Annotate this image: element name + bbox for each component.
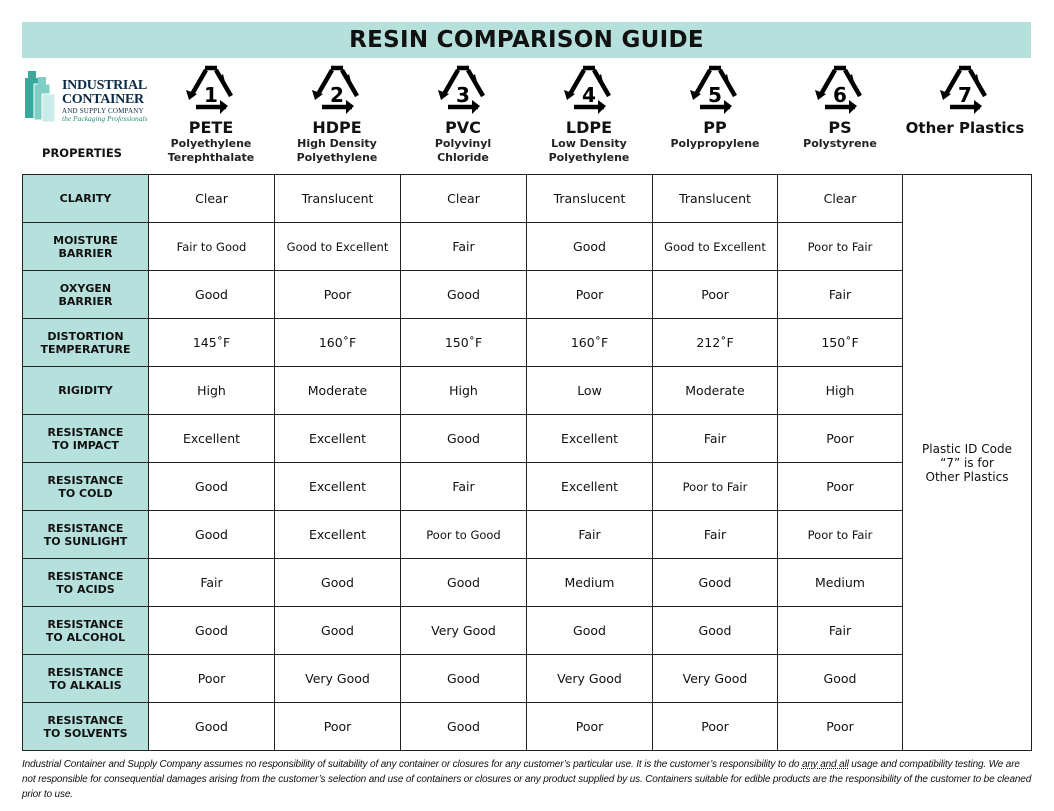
resin-name-line2: Polyethylene — [548, 151, 630, 164]
table-row — [23, 415, 1032, 463]
table-cell: Excellent — [275, 511, 401, 559]
property-label-line: DISTORTION — [47, 329, 124, 343]
table-cell: Good to Excellent — [275, 223, 401, 271]
resin-code: 2 — [330, 83, 344, 107]
table-row — [23, 223, 1032, 271]
table-cell: Moderate — [275, 367, 401, 415]
property-label-line: TO SUNLIGHT — [43, 534, 128, 548]
recycle-symbol-icon — [811, 62, 869, 118]
table-row — [23, 463, 1032, 511]
disclaimer — [22, 757, 1032, 802]
resin-name-line1: Polystyrene — [803, 137, 877, 150]
table-cell: Excellent — [275, 415, 401, 463]
resin-abbr: PP — [703, 118, 727, 137]
table-cell: Excellent — [149, 415, 275, 463]
table-cell: Translucent — [275, 175, 401, 223]
table-cell: 212˚F — [653, 319, 778, 367]
recycle-symbol-icon — [182, 62, 240, 118]
property-label-line: TO COLD — [58, 486, 113, 500]
table-cell: Good — [401, 271, 527, 319]
table-cell: Fair — [527, 511, 653, 559]
disclaimer-text-2: usage and compatibility testing. We are not responsible for consequential damages arising from the customer’s selection and use of containers or closures or any product supplied by us. Containers suitable for edible products are the responsibility of the customer to be cleaned prior to use. — [22, 759, 1032, 800]
property-label-line: RESISTANCE — [47, 425, 124, 439]
property-label-line: RESISTANCE — [47, 665, 124, 679]
resin-name-line2: Chloride — [437, 151, 489, 164]
resin-header-2 — [274, 62, 400, 165]
property-label-line: MOISTURE — [53, 233, 118, 247]
table-cell: High — [778, 367, 903, 415]
resin-name-line1: Polyethylene — [170, 137, 252, 150]
table-cell: Low — [527, 367, 653, 415]
resin-name-line2: Terephthalate — [167, 151, 255, 164]
table-cell: Poor — [778, 463, 903, 511]
property-label — [23, 703, 149, 751]
table-cell: 160˚F — [527, 319, 653, 367]
table-cell: Fair — [401, 223, 527, 271]
page-title: RESIN COMPARISON GUIDE — [349, 27, 704, 53]
table-cell: Clear — [149, 175, 275, 223]
resin-name-line1: Low Density — [551, 137, 627, 150]
resin-abbr: PETE — [188, 118, 234, 137]
table-cell: Fair — [401, 463, 527, 511]
property-label-line: RESISTANCE — [47, 521, 124, 535]
logo-line-3: AND SUPPLY COMPANY — [62, 107, 144, 115]
property-label-line: TO ALCOHOL — [45, 630, 126, 644]
property-label-line: TO IMPACT — [52, 438, 119, 452]
table-row — [23, 607, 1032, 655]
property-label-line: TO SOLVENTS — [43, 726, 128, 740]
table-cell: Excellent — [527, 463, 653, 511]
table-cell: Fair to Good — [149, 223, 275, 271]
table-cell: Good — [401, 703, 527, 751]
disclaimer-text: Industrial Container and Supply Company assumes no responsibility of suitability of any container or closures for any customer’s particular use. It is the customer’s responsibility to do — [22, 759, 802, 770]
table-row — [23, 271, 1032, 319]
resin-code: 5 — [708, 83, 722, 107]
comparison-table — [22, 174, 1032, 751]
table-cell: Excellent — [527, 415, 653, 463]
table-cell: Poor — [527, 703, 653, 751]
table-cell: Poor — [275, 271, 401, 319]
table-cell: High — [149, 367, 275, 415]
resin-header-5 — [652, 62, 778, 151]
property-label-line: RESISTANCE — [47, 617, 124, 631]
recycle-symbol-icon — [560, 62, 618, 118]
property-label — [23, 223, 149, 271]
resin-name-line1: Polypropylene — [670, 137, 760, 150]
table-cell: Very Good — [653, 655, 778, 703]
table-cell: Good — [527, 223, 653, 271]
table-cell: Poor to Fair — [778, 223, 903, 271]
property-label-line: RESISTANCE — [47, 713, 124, 727]
table-cell: Good — [527, 607, 653, 655]
resin-header-3 — [400, 62, 526, 165]
table-cell: 150˚F — [401, 319, 527, 367]
recycle-symbol-icon — [936, 62, 994, 118]
table-row — [23, 655, 1032, 703]
logo-line-1: INDUSTRIAL — [62, 78, 147, 93]
property-label — [23, 559, 149, 607]
table-cell: Good — [778, 655, 903, 703]
table-row — [23, 703, 1032, 751]
resin-name-line1: High Density — [297, 137, 377, 150]
table-cell: Good — [401, 415, 527, 463]
property-label — [23, 607, 149, 655]
table-row — [23, 175, 1032, 223]
properties-header: PROPERTIES — [42, 146, 122, 160]
table-cell: Good to Excellent — [653, 223, 778, 271]
table-cell: Poor to Fair — [778, 511, 903, 559]
resin-abbr: PVC — [445, 118, 481, 137]
property-label — [23, 319, 149, 367]
resin-code: 3 — [456, 83, 470, 107]
property-label-line: OXYGEN — [59, 281, 112, 295]
table-cell: Clear — [401, 175, 527, 223]
resin-code: 4 — [582, 83, 596, 107]
recycle-symbol-icon — [686, 62, 744, 118]
table-cell: 150˚F — [778, 319, 903, 367]
table-cell: Poor — [149, 655, 275, 703]
table-cell: Translucent — [527, 175, 653, 223]
container-logo-icon — [22, 66, 60, 126]
logo-line-2: CONTAINER — [62, 92, 144, 107]
table-cell: Translucent — [653, 175, 778, 223]
property-label — [23, 271, 149, 319]
table-row — [23, 559, 1032, 607]
property-label-line: RIGIDITY — [58, 384, 113, 397]
property-label — [23, 655, 149, 703]
table-cell: Good — [653, 607, 778, 655]
table-cell: 160˚F — [275, 319, 401, 367]
table-row — [23, 367, 1032, 415]
property-label-line: BARRIER — [58, 294, 113, 308]
other-plastics-note: “7” is for — [940, 455, 994, 470]
resin-header-1 — [148, 62, 274, 165]
table-cell: Good — [149, 271, 275, 319]
resin-abbr: LDPE — [565, 118, 613, 137]
property-label-line: TEMPERATURE — [40, 342, 131, 356]
table-cell: Very Good — [527, 655, 653, 703]
resin-code: 1 — [204, 83, 218, 107]
table-cell: Good — [149, 463, 275, 511]
property-label-line: BARRIER — [58, 246, 113, 260]
property-label-line: RESISTANCE — [47, 569, 124, 583]
resin-code: 7 — [958, 83, 972, 107]
resin-abbr: PS — [828, 118, 852, 137]
table-cell: Clear — [778, 175, 903, 223]
resin-abbr: Other Plastics — [905, 119, 1025, 137]
other-plastics-cell — [903, 175, 1032, 751]
table-cell: Very Good — [275, 655, 401, 703]
table-cell: Fair — [778, 607, 903, 655]
table-cell: Poor — [275, 703, 401, 751]
table-cell: Excellent — [275, 463, 401, 511]
property-label-line: TO ACIDS — [56, 582, 115, 596]
property-label — [23, 367, 149, 415]
other-plastics-note: Plastic ID Code — [922, 441, 1012, 456]
property-label — [23, 175, 149, 223]
table-cell: Poor — [653, 271, 778, 319]
resin-name-line1: Polyvinyl — [434, 137, 492, 150]
table-cell: Good — [149, 511, 275, 559]
table-row — [23, 319, 1032, 367]
resin-header-6 — [777, 62, 903, 151]
table-cell: High — [401, 367, 527, 415]
table-cell: 145˚F — [149, 319, 275, 367]
resin-abbr: HDPE — [312, 118, 362, 137]
table-cell: Poor — [527, 271, 653, 319]
disclaimer-emphasis: any and all — [801, 759, 849, 770]
resin-code: 6 — [833, 83, 847, 107]
table-cell: Poor — [778, 703, 903, 751]
recycle-symbol-icon — [308, 62, 366, 118]
property-label-line: TO ALKALIS — [49, 678, 122, 692]
table-cell: Fair — [149, 559, 275, 607]
property-label-line: CLARITY — [59, 192, 112, 205]
table-cell: Very Good — [401, 607, 527, 655]
company-logo — [22, 66, 152, 128]
resin-header-7 — [902, 62, 1028, 137]
recycle-symbol-icon — [434, 62, 492, 118]
table-cell: Good — [401, 655, 527, 703]
table-cell: Medium — [778, 559, 903, 607]
table-cell: Good — [275, 607, 401, 655]
title-bar — [22, 22, 1031, 58]
logo-tagline: the Packaging Professionals — [62, 114, 148, 123]
resin-header-4 — [526, 62, 652, 165]
property-label-line: RESISTANCE — [47, 473, 124, 487]
table-cell: Poor to Fair — [653, 463, 778, 511]
property-label — [23, 415, 149, 463]
table-cell: Fair — [778, 271, 903, 319]
table-cell: Good — [401, 559, 527, 607]
table-cell: Moderate — [653, 367, 778, 415]
other-plastics-note: Other Plastics — [925, 469, 1009, 484]
resin-name-line2: Polyethylene — [296, 151, 378, 164]
table-cell: Fair — [653, 415, 778, 463]
property-label — [23, 463, 149, 511]
table-cell: Fair — [653, 511, 778, 559]
table-cell: Poor to Good — [401, 511, 527, 559]
table-cell: Poor — [653, 703, 778, 751]
table-row — [23, 511, 1032, 559]
table-cell: Medium — [527, 559, 653, 607]
table-cell: Good — [275, 559, 401, 607]
table-cell: Good — [653, 559, 778, 607]
table-cell: Good — [149, 607, 275, 655]
table-cell: Good — [149, 703, 275, 751]
property-label — [23, 511, 149, 559]
table-cell: Poor — [778, 415, 903, 463]
